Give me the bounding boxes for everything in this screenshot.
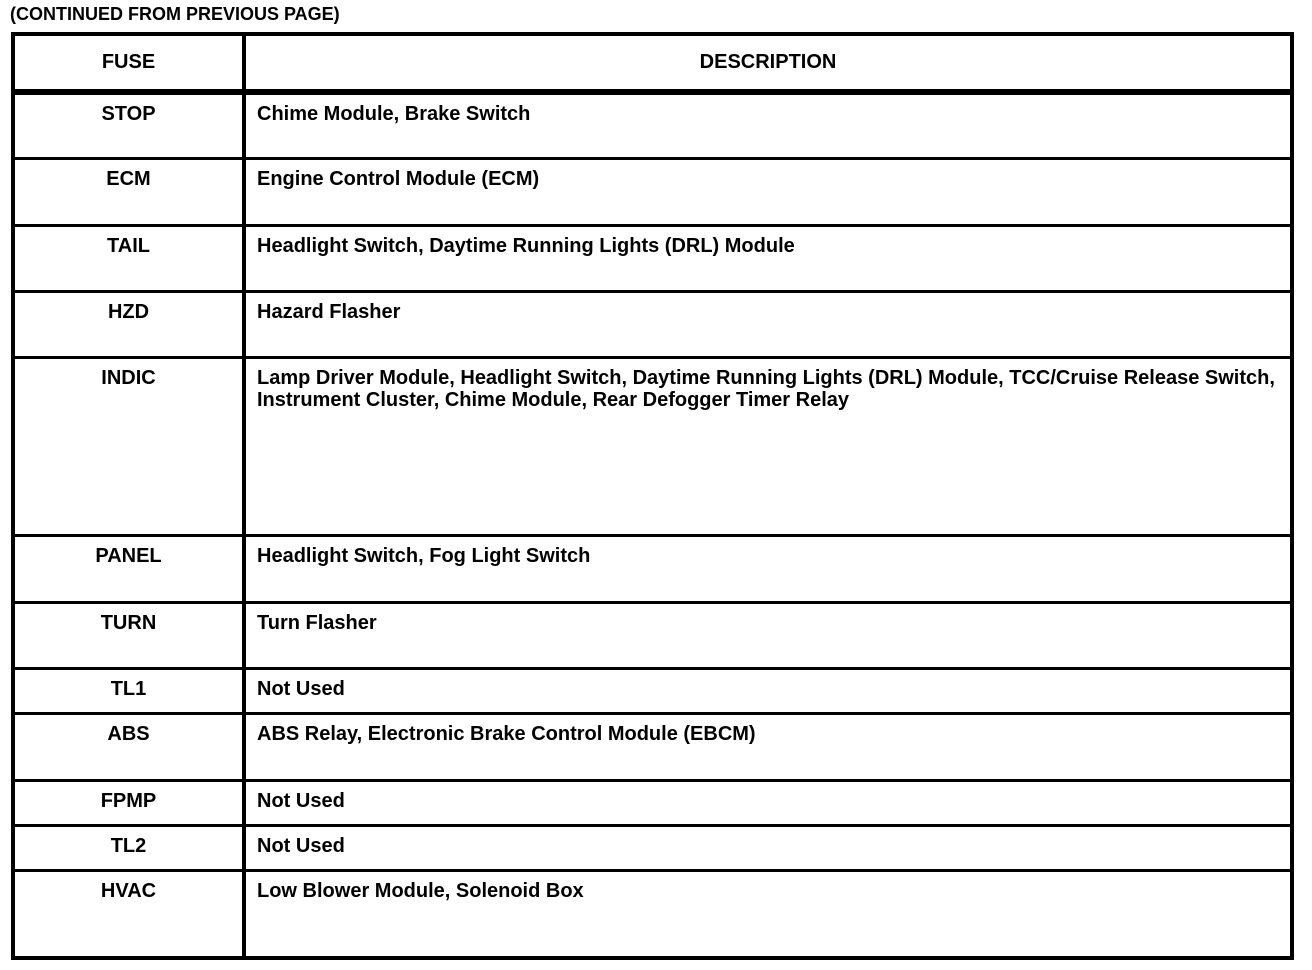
description-cell: Headlight Switch, Daytime Running Lights (DRL) Module [244, 225, 1290, 291]
table-row [15, 713, 1290, 780]
continued-note: (CONTINUED FROM PREVIOUS PAGE) [10, 4, 340, 24]
fuse-cell: PANEL [15, 535, 244, 602]
fuse-cell: FPMP [15, 780, 244, 825]
table-row [15, 92, 1290, 158]
description-cell: Not Used [244, 825, 1290, 870]
table-row [15, 158, 1290, 225]
table-row [15, 780, 1290, 825]
table-row [15, 668, 1290, 713]
fuse-cell: TAIL [15, 225, 244, 291]
fuse-cell: ABS [15, 713, 244, 780]
description-cell: Hazard Flasher [244, 291, 1290, 357]
description-cell: Not Used [244, 780, 1290, 825]
table-row [15, 602, 1290, 668]
description-cell: Lamp Driver Module, Headlight Switch, Daytime Running Lights (DRL) Module, TCC/Cruise Release Switch, Instrument Cluster, Chime Module, Rear Defogger Timer Relay [244, 357, 1290, 535]
fuse-table [15, 36, 1290, 957]
description-cell: Turn Flasher [244, 602, 1290, 668]
fuse-cell: STOP [15, 92, 244, 158]
fuse-cell: TL1 [15, 668, 244, 713]
description-cell: Low Blower Module, Solenoid Box [244, 870, 1290, 957]
fuse-table-frame [11, 32, 1294, 960]
fuse-cell: ECM [15, 158, 244, 225]
description-cell: Chime Module, Brake Switch [244, 92, 1290, 158]
fuse-cell: HZD [15, 291, 244, 357]
table-row [15, 535, 1290, 602]
description-cell: Not Used [244, 668, 1290, 713]
description-cell: ABS Relay, Electronic Brake Control Module (EBCM) [244, 713, 1290, 780]
column-header-description: DESCRIPTION [244, 36, 1290, 92]
table-row [15, 291, 1290, 357]
fuse-cell: TURN [15, 602, 244, 668]
table-row [15, 825, 1290, 870]
fuse-cell: HVAC [15, 870, 244, 957]
table-row [15, 870, 1290, 957]
table-row [15, 357, 1290, 535]
description-cell: Engine Control Module (ECM) [244, 158, 1290, 225]
table-row [15, 225, 1290, 291]
fuse-cell: TL2 [15, 825, 244, 870]
description-cell: Headlight Switch, Fog Light Switch [244, 535, 1290, 602]
column-header-fuse: FUSE [15, 36, 244, 92]
table-header-row [15, 36, 1290, 92]
fuse-cell: INDIC [15, 357, 244, 535]
